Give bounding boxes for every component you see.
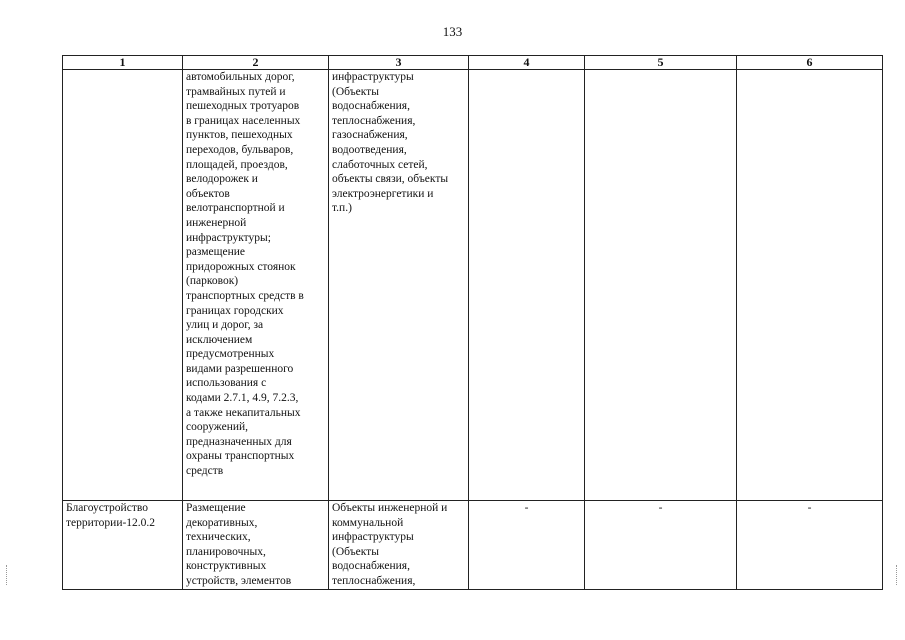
cell-text-line: велодорожек и — [186, 173, 258, 186]
cell-text-line: (парковок) — [186, 275, 239, 288]
param-cell-6 — [737, 70, 883, 501]
cell-text-line: инфраструктуры; — [186, 231, 271, 244]
cell-text-line: водоснабжения, — [332, 560, 410, 573]
cell-text-line: технических, — [186, 531, 251, 544]
cell-text-line: конструктивных — [186, 560, 267, 573]
cell-text-line: пешеходных тротуаров — [186, 100, 300, 113]
cell-text-line: теплоснабжения, — [332, 574, 416, 587]
cell-text-line: газоснабжения, — [332, 129, 408, 142]
land-use-table — [62, 55, 883, 590]
cell-text-line: (Объекты — [332, 545, 379, 558]
param-cell-4 — [469, 70, 585, 501]
cell-text-line: велотранспортной и — [186, 202, 285, 215]
column-header-3: 3 — [329, 56, 469, 70]
cell-text-line: предусмотренных — [186, 348, 275, 361]
cell-text-line: электроэнергетики и — [332, 187, 434, 200]
cell-text-line: Размещение — [186, 502, 246, 514]
cell-text-line: пунктов, пешеходных — [186, 129, 293, 142]
cell-text-line: переходов, бульваров, — [186, 143, 294, 156]
cell-text-line: а также некапитальных — [186, 406, 301, 419]
cell-text-line: автомобильных дорог, — [186, 71, 295, 83]
use-type-cell — [63, 501, 183, 590]
table-row — [63, 70, 883, 501]
cell-text-line: трамвайных путей и — [186, 85, 286, 98]
cell-text-line: инженерной — [186, 216, 247, 229]
use-description-cell — [183, 70, 329, 501]
cell-text-line: сооружений, — [186, 421, 249, 434]
param-cell-6: - — [737, 501, 883, 590]
table-row — [63, 501, 883, 590]
column-header-2: 2 — [183, 56, 329, 70]
cell-text-line: предназначенных для — [186, 435, 292, 448]
cell-text-line: исключением — [186, 333, 253, 346]
cell-text-line: размещение — [186, 246, 245, 259]
cell-text-line: Объекты инженерной и — [332, 502, 448, 514]
cell-text-line: декоративных, — [186, 516, 258, 529]
use-type-cell — [63, 70, 183, 501]
param-cell-5 — [585, 70, 737, 501]
cell-text-line: придорожных стоянок — [186, 260, 296, 273]
table-header-row — [63, 56, 883, 70]
column-header-5: 5 — [585, 56, 737, 70]
scan-edge-mark — [896, 565, 899, 585]
cell-text-line: Благоустройство — [66, 502, 148, 514]
page-number: 133 — [442, 24, 463, 39]
use-description-cell — [183, 501, 329, 590]
cell-text-line: теплоснабжения, — [332, 114, 416, 127]
cell-text-line: площадей, проездов, — [186, 158, 288, 171]
cell-text-line: инфраструктуры — [332, 531, 414, 544]
cell-text-line: объекты связи, объекты — [332, 173, 449, 186]
scan-edge-mark — [6, 565, 9, 585]
cell-text-line: границах городских — [186, 304, 284, 317]
cell-text-line: улиц и дорог, за — [186, 319, 264, 332]
cell-text-line: планировочных, — [186, 545, 266, 558]
cell-text-line: охраны транспортных — [186, 450, 295, 463]
cell-text-line: водоснабжения, — [332, 100, 410, 113]
cell-text-line: устройств, элементов — [186, 574, 292, 587]
cell-text-line: объектов — [186, 187, 230, 200]
cell-text-line: территории-12.0.2 — [66, 516, 156, 529]
cell-text-line: транспортных средств в — [186, 289, 304, 302]
cell-text-line: водоотведения, — [332, 143, 407, 156]
param-cell-5: - — [585, 501, 737, 590]
cell-text-line: слаботочных сетей, — [332, 158, 428, 171]
cell-text-line: средств — [186, 465, 224, 478]
column-header-4: 4 — [469, 56, 585, 70]
permitted-objects-cell — [329, 70, 469, 501]
cell-text-line: кодами 2.7.1, 4.9, 7.2.3, — [186, 392, 299, 405]
column-header-6: 6 — [737, 56, 883, 70]
param-cell-4: - — [469, 501, 585, 590]
cell-text-line: (Объекты — [332, 85, 379, 98]
cell-text-line: т.п.) — [332, 202, 352, 215]
cell-text-line: коммунальной — [332, 516, 404, 529]
cell-text-line: инфраструктуры — [332, 71, 414, 83]
permitted-objects-cell — [329, 501, 469, 590]
column-header-1: 1 — [63, 56, 183, 70]
cell-text-line: использования с — [186, 377, 267, 390]
cell-text-line: видами разрешенного — [186, 362, 294, 375]
cell-text-line: в границах населенных — [186, 114, 301, 127]
